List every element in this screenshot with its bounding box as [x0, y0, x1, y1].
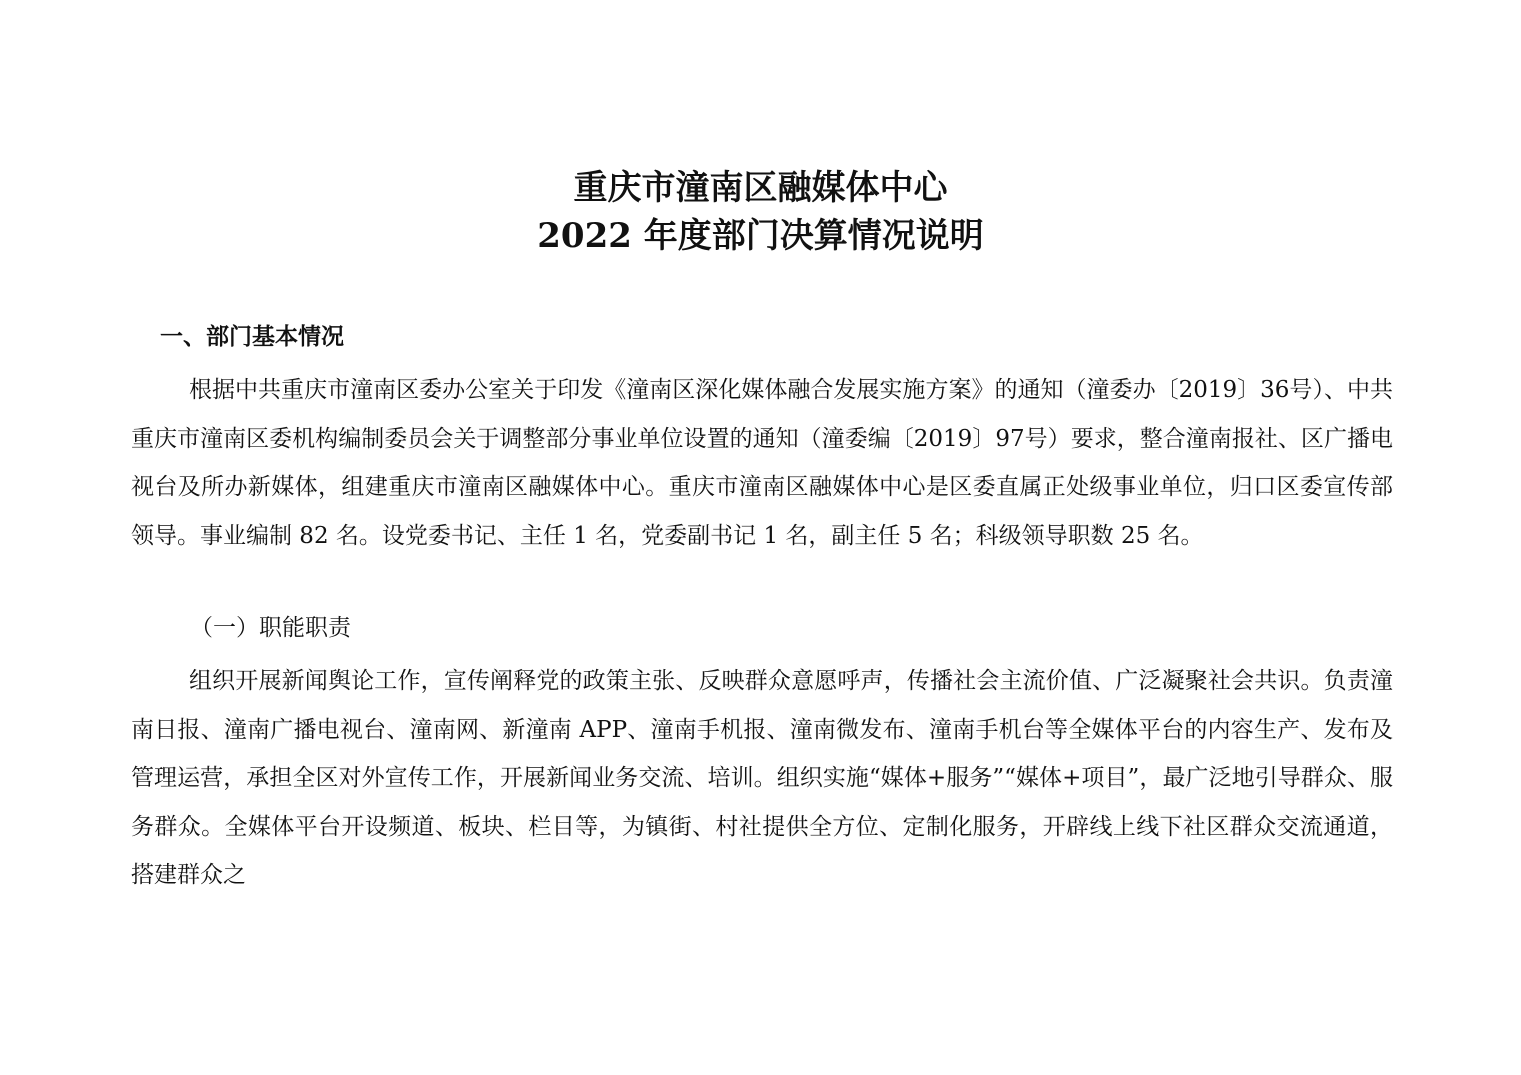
document-title-line2: 2022 年度部门决算情况说明	[537, 216, 984, 256]
paragraph-duties: 组织开展新闻舆论工作，宣传阐释党的政策主张、反映群众意愿呼声，传播社会主流价值、广泛凝聚社会共识。负责潼南日报、潼南广播电视台、潼南网、新潼南 APP、潼南手机报、潼南微发布、潼南手机台等全媒体平台的内容生产、发布及管理运营，承担全区对外宣传工作，开展新闻业务交流、培训。组织实施“媒体+服务”“媒体+项目”，最广泛地引导群众、服务群众。全媒体平台开设频道、板块、栏目等，为镇街、村社提供全方位、定制化服务，开辟线上线下社区群众交流通道，搭建群众之	[131, 668, 1393, 888]
paragraph-basic-info: 根据中共重庆市潼南区委办公室关于印发《潼南区深化媒体融合发展实施方案》的通知（潼委办〔2019〕36号）、中共重庆市潼南区委机构编制委员会关于调整部分事业单位设置的通知（潼委编〔2019〕97号）要求，整合潼南报社、区广播电视台及所办新媒体，组建重庆市潼南区融媒体中心。重庆市潼南区融媒体中心是区委直属正处级事业单位，归口区委宣传部领导。事业编制 82 名。设党委书记、主任 1 名，党委副书记 1 名，副主任 5 名；科级领导职数 25 名。	[131, 377, 1393, 549]
section-heading-basic-info: 一、部门基本情况	[160, 324, 344, 350]
subsection-heading-duties: （一）职能职责	[190, 615, 351, 641]
document-title-line1: 重庆市潼南区融媒体中心	[573, 168, 948, 208]
